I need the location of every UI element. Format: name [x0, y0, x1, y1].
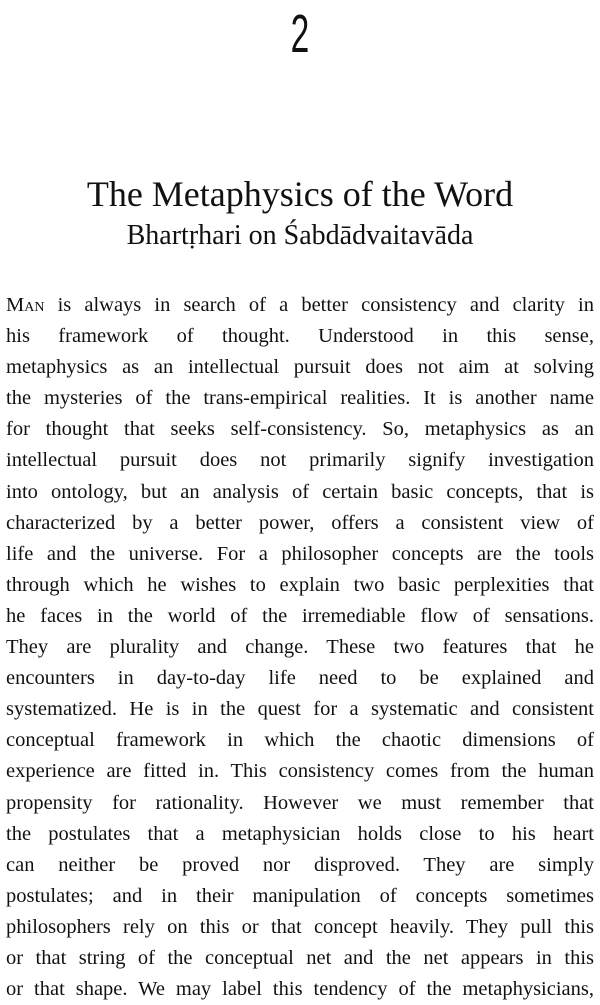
body-line: the postulates that a metaphysician holds close to his heart [6, 822, 594, 845]
first-word: Man [6, 294, 45, 316]
body-line: propensity for rationality. However we must remember that [6, 791, 594, 814]
body-line [6, 290, 594, 321]
body-line: can neither be proved nor disproved. They are simply [6, 853, 594, 876]
body-line: into ontology, but an analysis of certain basic concepts, that is [6, 480, 594, 503]
body-line: or that string of the conceptual net and the net appears in this [6, 946, 594, 969]
body-line: encounters in day-to-day life need to be explained and [6, 667, 594, 690]
body-line: characterized by a better power, offers a consistent view of [6, 511, 594, 534]
chapter-number: 2 [290, 4, 310, 64]
body-line: he faces in the world of the irremediable flow of sensations. [6, 604, 594, 627]
body-line: conceptual framework in which the chaotic dimensions of [6, 729, 594, 752]
body-line: They are plurality and change. These two features that he [6, 636, 594, 659]
chapter-title: The Metaphysics of the Word [86, 174, 514, 214]
body-line: through which he wishes to explain two basic perplexities that [6, 573, 594, 596]
body-line: philosophers rely on this or that concept heavily. They pull this [6, 915, 594, 938]
body-line: or that shape. We may label this tendency of the metaphysicians, [6, 978, 594, 1001]
body-line: experience are fitted in. This consistency comes from the human [6, 760, 594, 783]
body-line: postulates; and in their manipulation of concepts sometimes [6, 884, 594, 907]
body-paragraph [6, 290, 594, 1005]
body-line: life and the universe. For a philosopher concepts are the tools [6, 542, 594, 565]
body-line: the mysteries of the trans-empirical realities. It is another name [6, 387, 594, 410]
body-line: systematized. He is in the quest for a systematic and consistent [6, 698, 594, 721]
body-line: intellectual pursuit does not primarily signify investigation [6, 449, 594, 472]
body-line-text: is always in search of a better consistency and clarity in [44, 294, 594, 316]
chapter-subtitle: Bhartṛhari on Śabdādvaitavāda [126, 220, 474, 251]
body-line: metaphysics as an intellectual pursuit does not aim at solving [6, 356, 594, 379]
body-line: his framework of thought. Understood in this sense, [6, 325, 594, 348]
body-line: for thought that seeks self-consistency. So, metaphysics as an [6, 418, 594, 441]
